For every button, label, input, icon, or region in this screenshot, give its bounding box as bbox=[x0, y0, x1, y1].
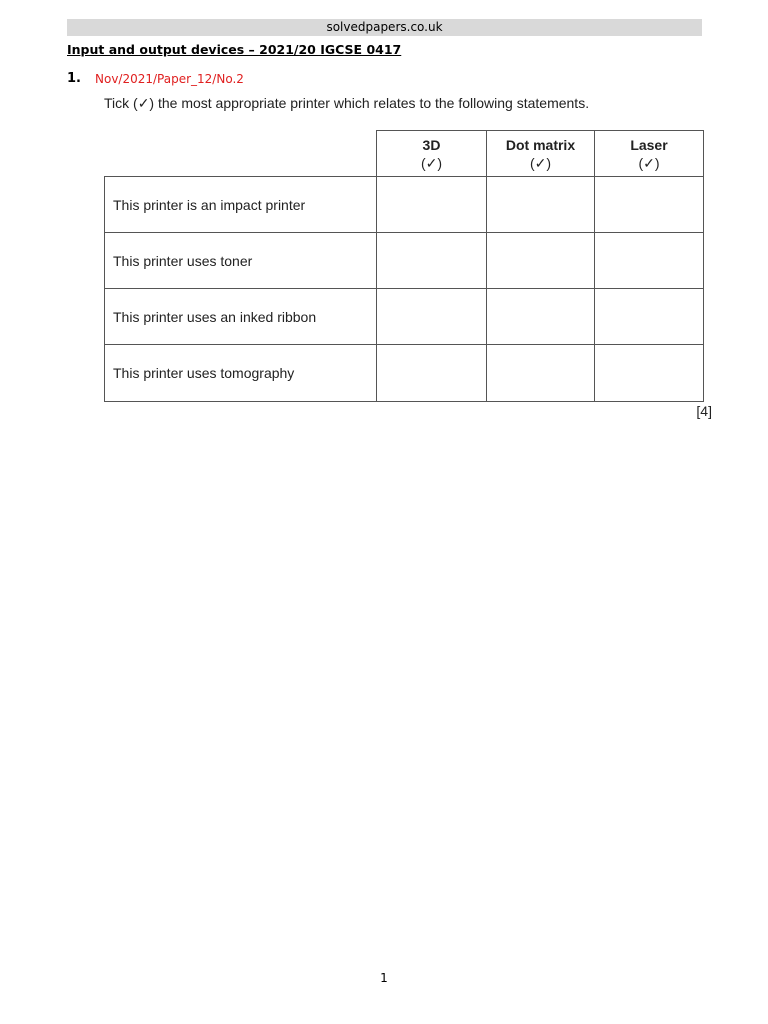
column-laser-tick: (✓) bbox=[638, 155, 660, 171]
column-header-3d bbox=[376, 130, 486, 177]
statement-inked-ribbon: This printer uses an inked ribbon bbox=[104, 288, 377, 345]
statement-tomography: This printer uses tomography bbox=[104, 344, 377, 402]
tick-cell-ribbon-laser[interactable] bbox=[594, 288, 704, 345]
site-name: solvedpapers.co.uk bbox=[326, 20, 443, 34]
tick-cell-tomography-3d[interactable] bbox=[376, 344, 486, 402]
tick-cell-impact-dot-matrix[interactable] bbox=[486, 176, 594, 233]
column-3d-tick: (✓) bbox=[420, 155, 443, 171]
question-number: 1. bbox=[67, 71, 81, 86]
column-dot-matrix-label: Dot matrix bbox=[505, 137, 576, 153]
tick-cell-toner-3d[interactable] bbox=[376, 232, 486, 289]
tick-cell-tomography-dot-matrix[interactable] bbox=[486, 344, 594, 402]
document-title: Input and output devices – 2021/20 IGCSE 0417 bbox=[67, 42, 402, 57]
statement-impact-printer: This printer is an impact printer bbox=[104, 176, 377, 233]
column-header-laser bbox=[594, 130, 704, 177]
column-header-dot-matrix bbox=[486, 130, 594, 177]
tick-cell-ribbon-3d[interactable] bbox=[376, 288, 486, 345]
question-reference: Nov/2021/Paper_12/No.2 bbox=[95, 72, 244, 86]
tick-cell-toner-dot-matrix[interactable] bbox=[486, 232, 594, 289]
statement-uses-toner: This printer uses toner bbox=[104, 232, 377, 289]
column-3d-label: 3D bbox=[422, 137, 441, 153]
tick-cell-toner-laser[interactable] bbox=[594, 232, 704, 289]
column-laser-label: Laser bbox=[630, 137, 668, 153]
tick-cell-impact-3d[interactable] bbox=[376, 176, 486, 233]
column-dot-matrix-tick: (✓) bbox=[529, 155, 552, 171]
tick-cell-ribbon-dot-matrix[interactable] bbox=[486, 288, 594, 345]
tick-cell-impact-laser[interactable] bbox=[594, 176, 704, 233]
tick-cell-tomography-laser[interactable] bbox=[594, 344, 704, 402]
marks-allocation: [4] bbox=[696, 403, 712, 419]
page-number: 1 bbox=[380, 971, 388, 985]
question-instruction: Tick (✓) the most appropriate printer which relates to the following statements. bbox=[104, 95, 590, 111]
